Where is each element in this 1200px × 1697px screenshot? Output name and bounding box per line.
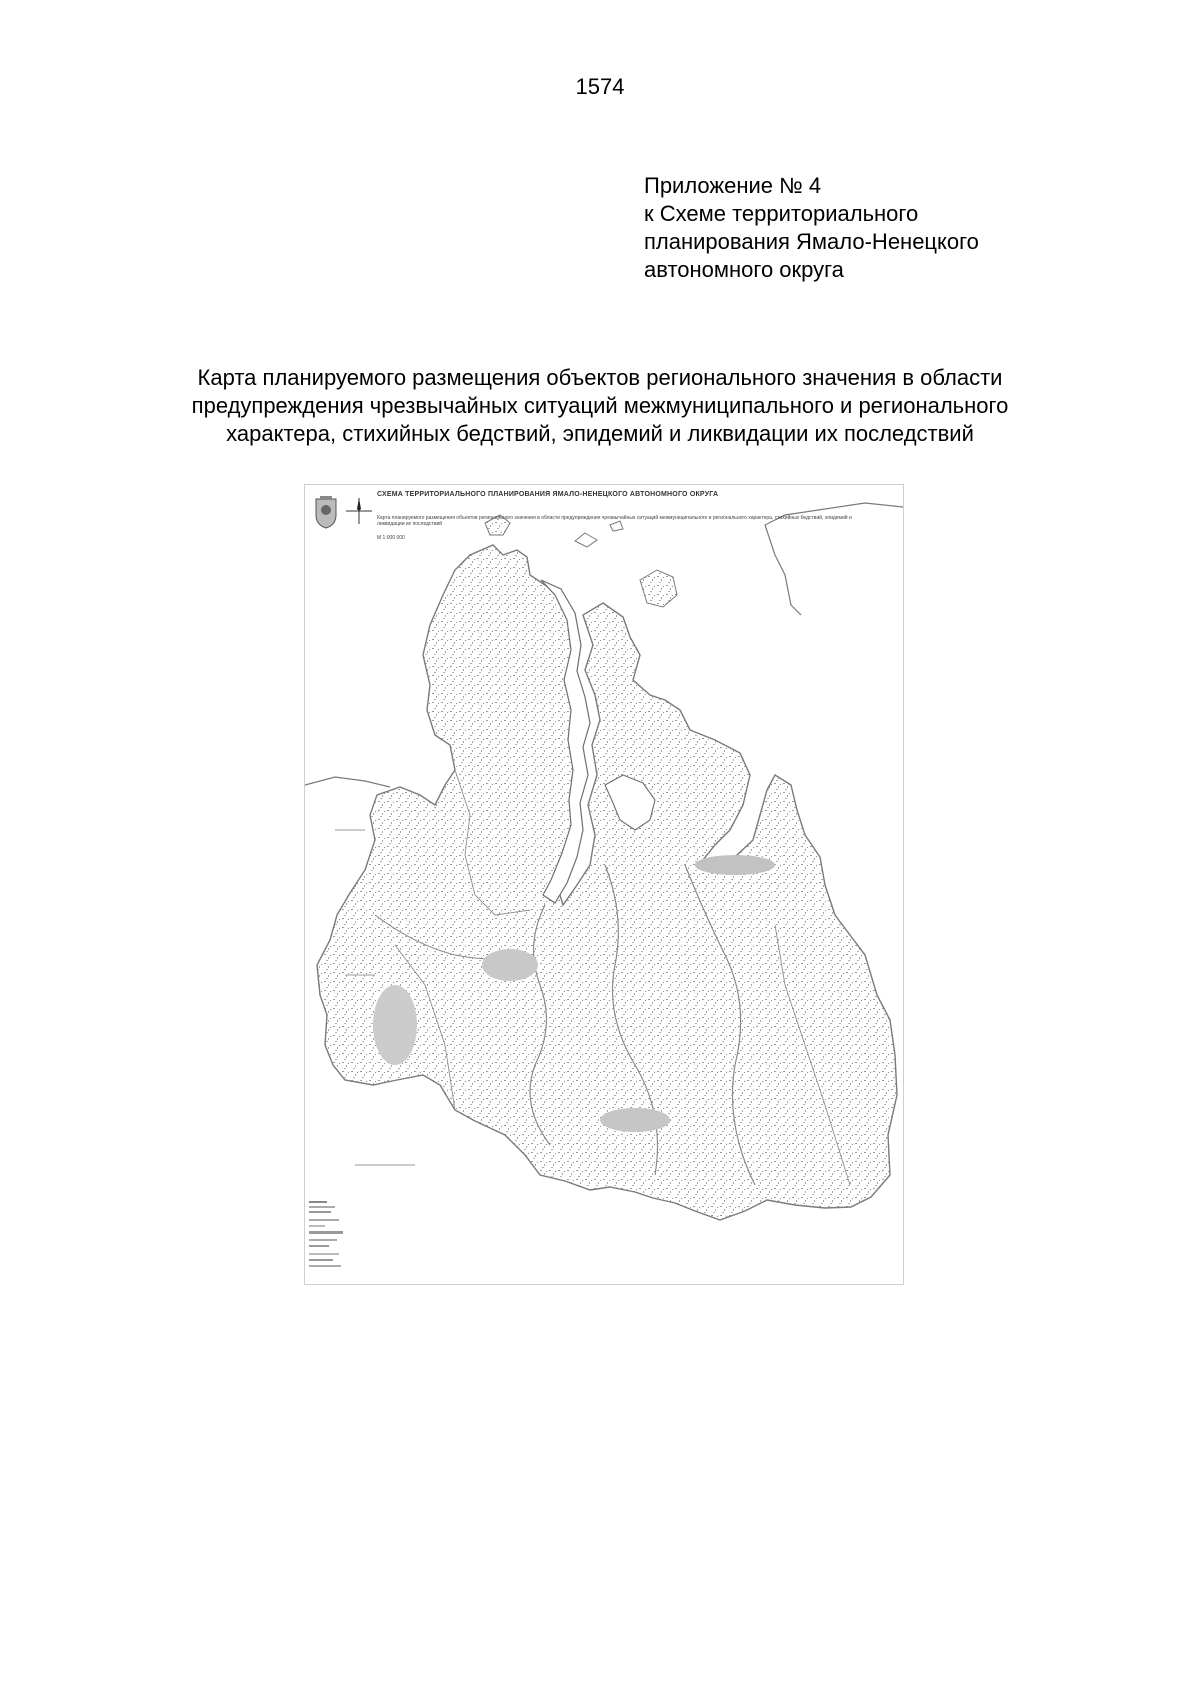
map-title-line: предупреждения чрезвычайных ситуаций межмуниципального и регионального xyxy=(191,393,1009,418)
map-title xyxy=(100,364,1100,448)
region-map xyxy=(305,485,903,1284)
coat-of-arms-icon xyxy=(313,495,339,529)
appendix-line: к Схеме территориального xyxy=(644,201,919,226)
appendix-reference xyxy=(644,172,979,284)
map-image xyxy=(304,484,904,1285)
map-title-line: характера, стихийных бедствий, эпидемий и ликвидации их последствий xyxy=(226,421,974,446)
map-legend xyxy=(309,1201,349,1273)
island xyxy=(640,570,677,607)
map-scale: М 1:000 000 xyxy=(377,535,405,541)
appendix-line: автономного округа xyxy=(644,257,844,282)
appendix-line: планирования Ямало-Ненецкого xyxy=(644,229,979,254)
neighbor-coast xyxy=(305,777,390,787)
appendix-line: Приложение № 4 xyxy=(644,173,822,198)
page-number: 1574 xyxy=(575,74,625,99)
map-title-line: Карта планируемого размещения объектов регионального значения в области xyxy=(197,365,1003,390)
map-header-subtitle: Карта планируемого размещения объектов регионального значения в области предупреждения чрезвычайных ситуаций межмуниципального и регионального характера, стихийных бедствий, эпидемий и ликвидации их последствий xyxy=(377,515,852,527)
island xyxy=(575,533,597,547)
map-header-title: СХЕМА ТЕРРИТОРИАЛЬНОГО ПЛАНИРОВАНИЯ ЯМАЛО-НЕНЕЦКОГО АВТОНОМНОГО ОКРУГА xyxy=(377,491,719,498)
compass-icon xyxy=(345,497,373,525)
